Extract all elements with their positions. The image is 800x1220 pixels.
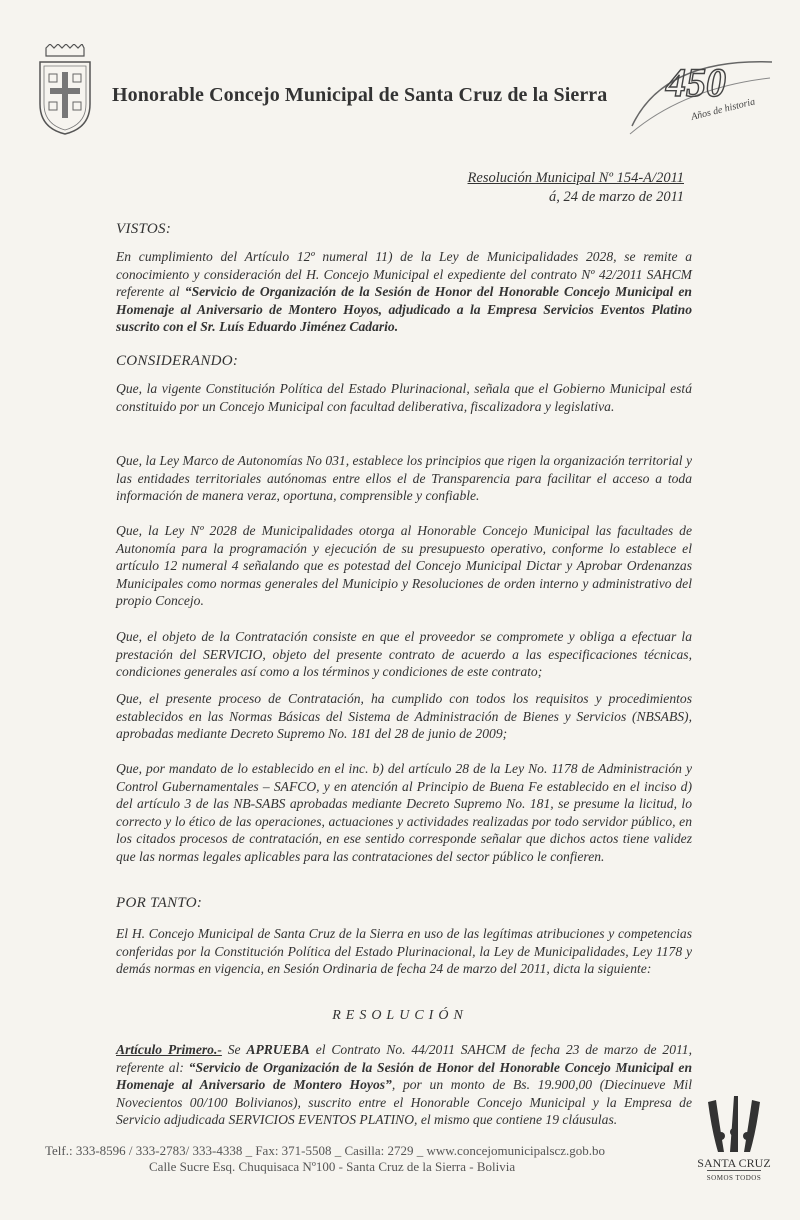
council-name: Honorable Concejo Municipal de Santa Cruz de la Sierra	[112, 84, 608, 106]
por-tanto-heading: POR TANTO:	[116, 895, 203, 911]
considerando-paragraph-5: Que, el presente proceso de Contratación, ha cumplido con todos los requisitos y procedimientos establecidos en las Normas Básicas del Sistema de Administración de Bienes y Servicios (NBSABS), aprobadas mediante Decreto Supremo No. 181 del 28 de junio de 2009;	[116, 691, 692, 741]
considerando-paragraph-6: Que, por mandato de lo establecido en el inc. b) del artículo 28 de la Ley No. 1178 de Administración y Control Gubernamentales – SAFCO, y en atención al Principio de Buena Fe establecido en el inciso d) del artículo 3 de las NB-SABS aprobadas mediante Decreto Supremo No. 181, se presume la licitud, lo correcto y lo ético de las operaciones, actuaciones y actividades realizadas por todo servidor público, en los citados procesos de contratación, en ese sentido corresponde señalar que dichos actos tiene validez que las normas legales aplicables para las contrataciones del sector público le confieren.	[116, 761, 692, 864]
article-first: Artículo Primero.- Se APRUEBA el Contrato No. 44/2011 SAHCM de fecha 23 de marzo de 2011, referente al: “Servicio de Organización de la Sesión de Honor del Honorable Concejo Municipal en Homenaje al Aniversario de Montero Hoyos”, por un monto de Bs. 19.900,00 (Diecinueve Mil Novecientos 00/100 Bolivianos), suscrito entre el Honorable Concejo Municipal y la Empresa de Servicio adjudicada SERVICIOS EVENTOS PLATINO, el mismo que contiene 19 cláusulas.	[116, 1042, 692, 1127]
approved-contract-title: “Servicio de Organización de la Sesión de Honor del Honorable Concejo Municipal en Homenaje al Aniversario de Montero Hoyos”	[116, 1059, 692, 1092]
considerando-paragraph-4: Que, el objeto de la Contratación consiste en que el proveedor se compromete y obliga a efectuar la prestación del SERVICIO, objeto del presente contrato de acuerdo a las especificaciones técnicas, condiciones generales así como a los términos y condiciones de este contrato;	[116, 629, 692, 679]
footer-contact	[45, 1143, 645, 1175]
considerando-heading: CONSIDERANDO:	[116, 353, 239, 369]
anniversary-number: 450	[666, 60, 726, 105]
anniversary-text: Años de historia	[690, 96, 757, 123]
contract-service-title: “Servicio de Organización de la Sesión de Honor del Honorable Concejo Municipal en Homenaje al Aniversario de Montero Hoyos, adjudicado a la Empresa Servicios Eventos Platino suscrito con el Sr. Luís Eduardo Jiménez Cadario.	[116, 284, 692, 334]
logo-name: SANTA CRUZ	[697, 1156, 771, 1170]
considerando-paragraph-2: Que, la Ley Marco de Autonomías No 031, establece los principios que rigen la organización territorial y las entidades territoriales autónomas entre ellos el de Transparencia para facilitar el acceso a toda información de manera veraz, oportuna, comprensible y confiable.	[116, 453, 692, 503]
santa-cruz-logo-text	[692, 1157, 776, 1185]
resolution-number: Resolución Municipal Nº 154-A/2011	[467, 170, 684, 186]
por-tanto-paragraph: El H. Concejo Municipal de Santa Cruz de la Sierra en uso de las legítimas atribuciones y competencias conferidas por la Constitución Política del Estado Plurinacional, la Ley de Municipalidades, Ley 1178 y demás normas en vigencia, en Sesión Ordinaria de fecha 24 de marzo del 2011, dicta la siguiente:	[116, 926, 692, 976]
logo-tagline: SOMOS TODOS	[707, 1170, 761, 1185]
footer-address-line: Calle Sucre Esq. Chuquisaca Nº100 - Santa Cruz de la Sierra - Bolivia	[149, 1159, 516, 1174]
considerando-paragraph-3: Que, la Ley Nº 2028 de Municipalidades otorga al Honorable Concejo Municipal las facultades de Autonomía para la programación y ejecución de su presupuesto operativo, conforme lo establece el artículo 12 numeral 4 señalando que es potestad del Concejo Municipal Dictar y Aprobar Ordenanzas Municipales como normas generales del Municipio y Resoluciones de orden interno y administrativo del propio Concejo.	[116, 523, 692, 608]
vistos-heading: VISTOS:	[116, 221, 172, 237]
anniversary-450-logo	[624, 48, 774, 143]
article-label: Artículo Primero.-	[116, 1042, 222, 1057]
vistos-paragraph: En cumplimiento del Artículo 12º numeral 11) de la Ley de Municipalidades 2028, se remite a conocimiento y consideración del H. Concejo Municipal el expediente del contrato Nº 42/2011 SAHCM referente al “Servicio de Organización de la Sesión de Honor del Honorable Concejo Municipal en Homenaje al Aniversario de Montero Hoyos, adjudicado a la Empresa Servicios Eventos Platino suscrito con el Sr. Luís Eduardo Jiménez Cadario.	[116, 249, 692, 334]
resolution-date: á, 24 de marzo de 2011	[548, 189, 684, 205]
resolucion-title: RESOLUCIÓN	[332, 1008, 468, 1023]
considerando-paragraph-1: Que, la vigente Constitución Política del Estado Plurinacional, señala que el Gobierno Municipal está constituido por un Concejo Municipal con facultad deliberativa, fiscalizadora y legislativa.	[116, 381, 692, 414]
footer-contact-line: Telf.: 333-8596 / 333-2783/ 333-4338 _ Fax: 371-5508 _ Casilla: 2729 _ www.concejomunicipalscz.gob.bo	[45, 1143, 606, 1158]
coat-of-arms-icon	[36, 44, 94, 136]
